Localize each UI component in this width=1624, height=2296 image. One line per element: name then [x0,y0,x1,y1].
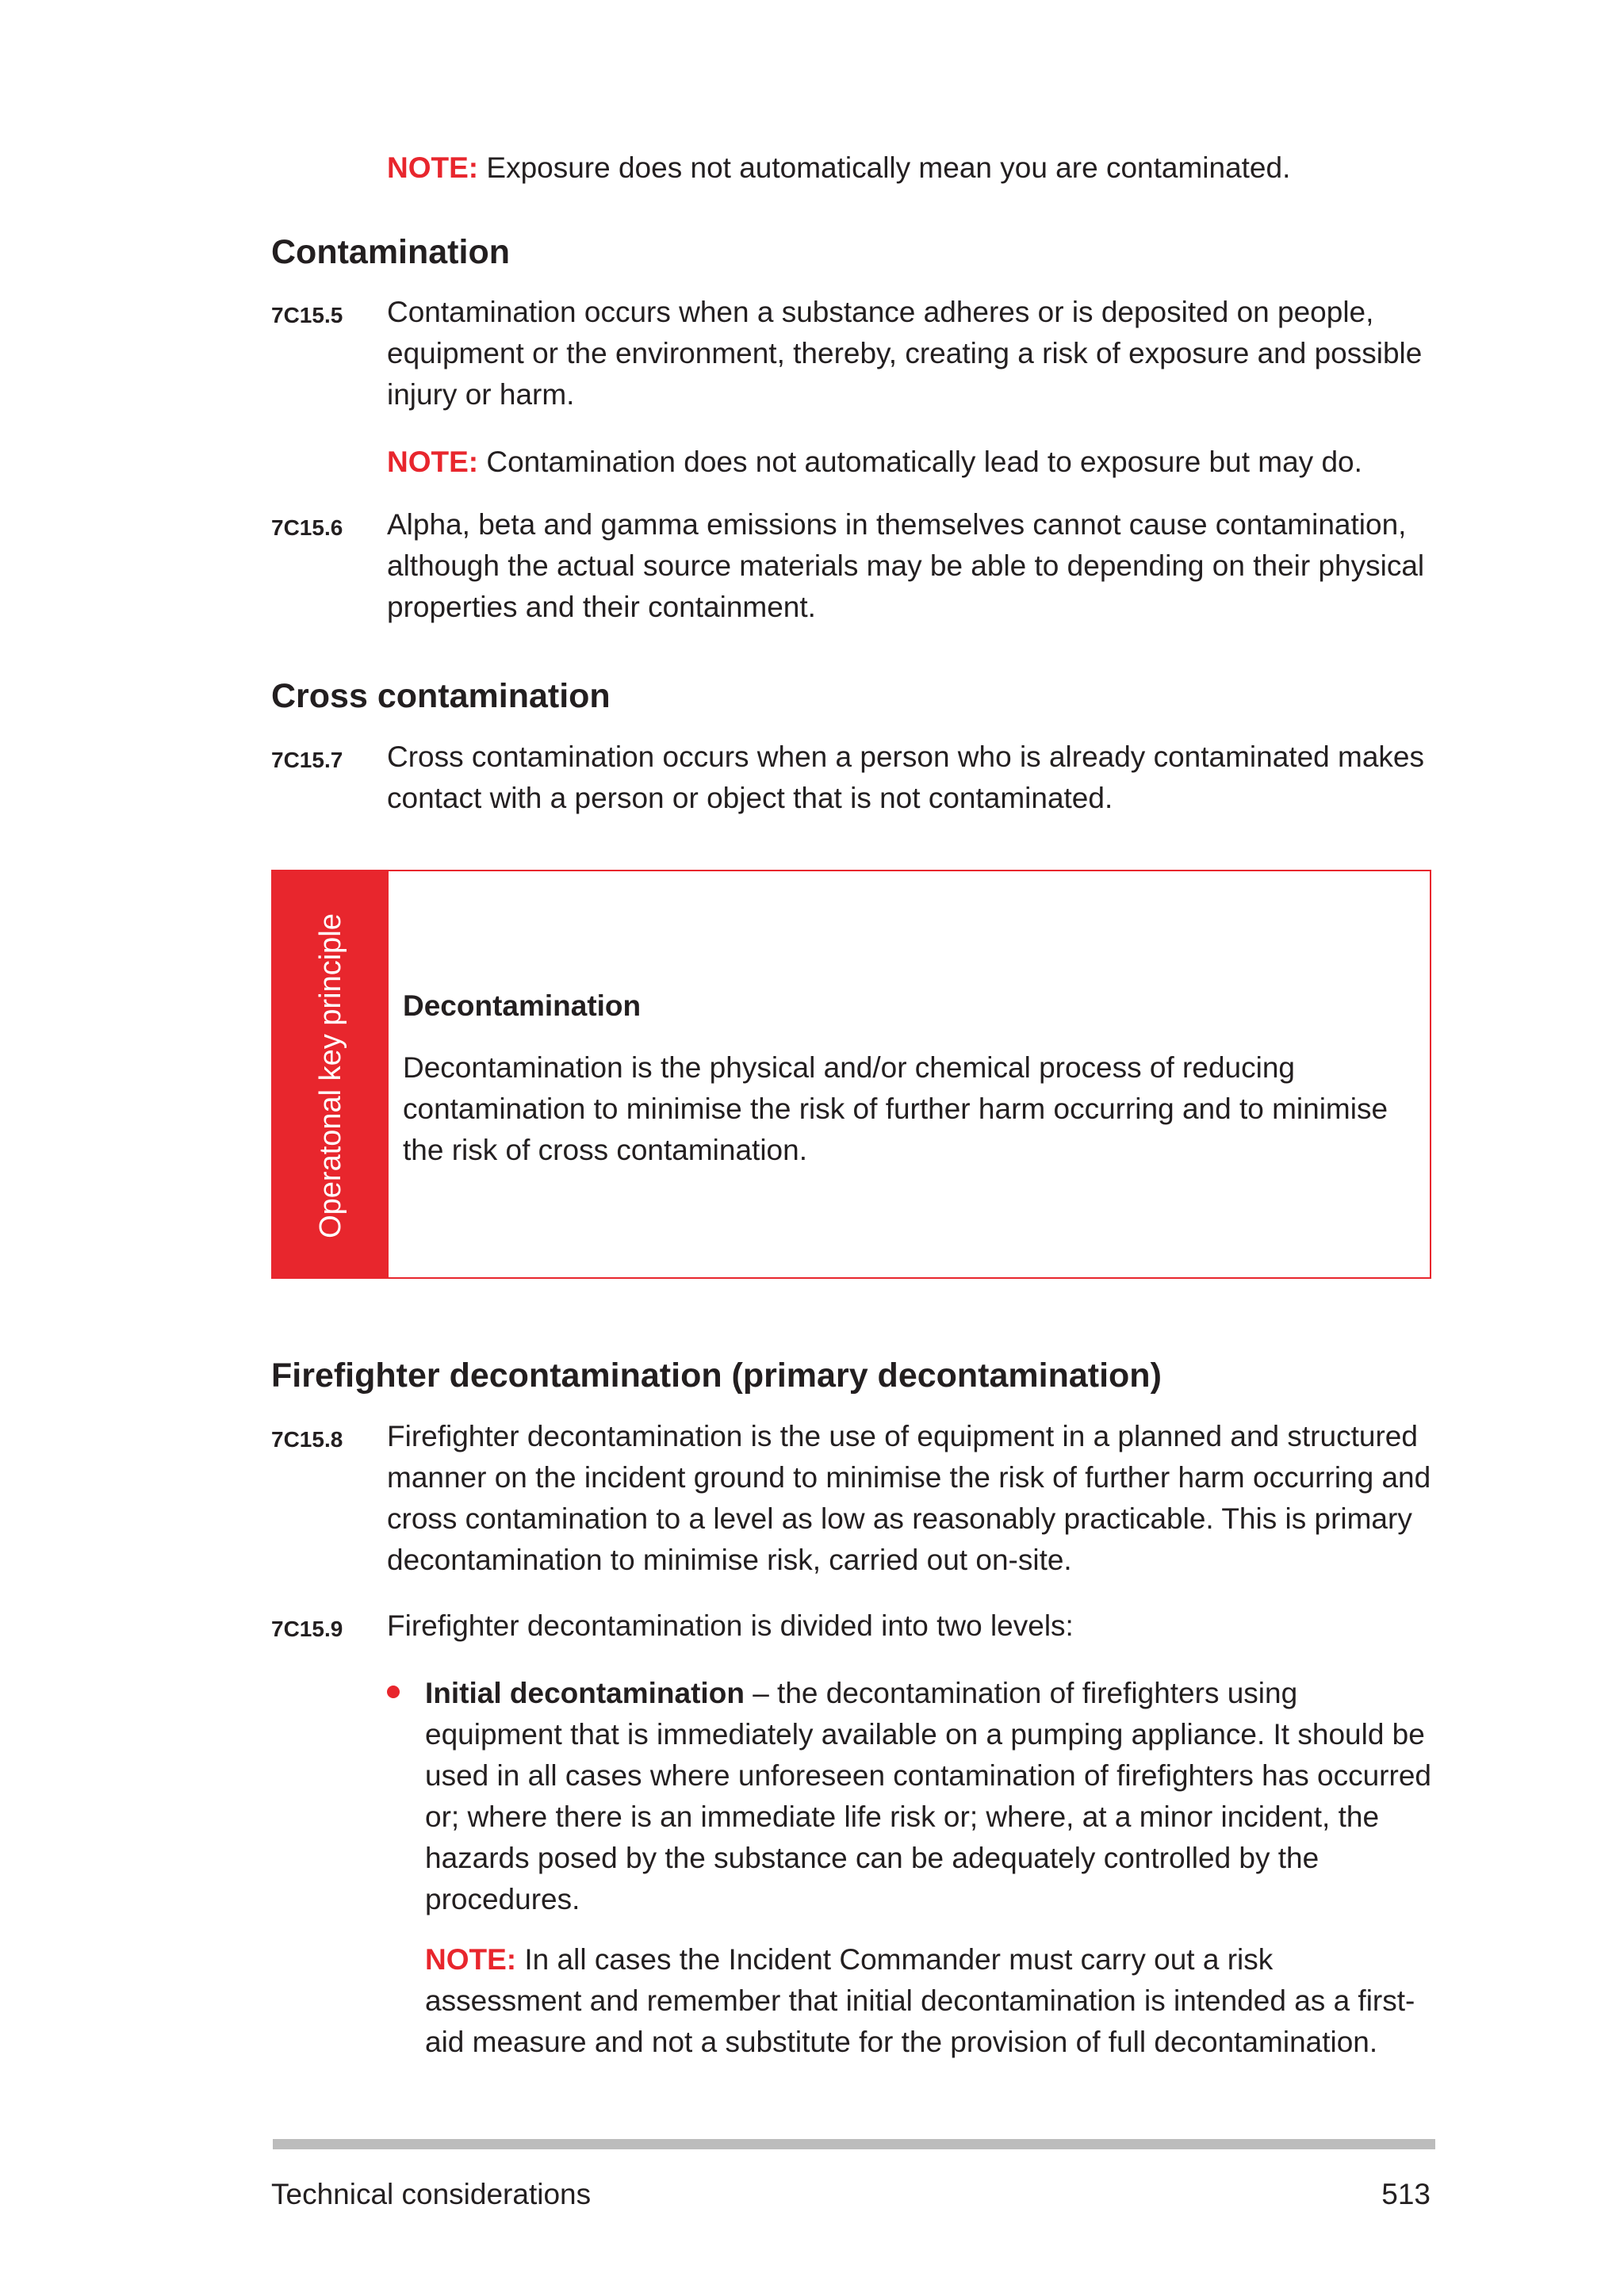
paragraph-text: Alpha, beta and gamma emissions in themselves cannot cause contamination, although the actual source materials may be able to depending on their physical properties and their containment. [387,508,1425,623]
paragraph-text: Firefighter decontamination is divided into two levels: [387,1609,1074,1642]
note-text: Contamination does not automatically lead to exposure but may do. [478,446,1362,478]
note-label: NOTE: [387,446,479,478]
key-principle-body: Decontamination is the physical and/or chemical process of reducing contamination to minimise the risk of further harm occurring and to minimise the risk of cross contamination. [403,1051,1388,1166]
paragraph-7c15-6 [271,504,1434,628]
paragraph-7c15-8 [271,1416,1434,1581]
bullet-note [425,1939,1434,2063]
heading-firefighter-decontamination: Firefighter decontamination (primary decontamination) [271,1357,1162,1395]
paragraph-number: 7C15.7 [271,748,343,772]
note-label: NOTE: [387,151,479,184]
bullet-term: Initial decontamination [425,1677,745,1709]
contamination-note [387,442,1434,483]
paragraph-number: 7C15.5 [271,303,343,327]
bullet-description: – the decontamination of firefighters using equipment that is immediately available on a pumping appliance. It should be used in all cases where unforeseen contamination of firefighters has occurred or; where there is an immediate life risk or; where, at a minor incident, the hazards posed by the substance can be adequately controlled by the procedures. [425,1677,1431,1915]
note-label: NOTE: [425,1943,517,1976]
paragraph-number: 7C15.8 [271,1427,343,1452]
key-principle-box [271,870,1431,1279]
footer-page-number: 513 [1381,2178,1431,2210]
paragraph-7c15-7 [271,737,1434,819]
paragraph-number: 7C15.9 [271,1617,343,1641]
top-note [387,147,1434,189]
paragraph-text: Firefighter decontamination is the use of equipment in a planned and structured manner on the incident ground to minimise the risk of further harm occurring and cross contamination to a level as low as reasonably practicable. This is primary decontamination to minimise risk, carried out on-site. [387,1420,1431,1576]
heading-cross-contamination: Cross contamination [271,677,611,715]
paragraph-7c15-5 [271,292,1434,415]
bullet-text [425,1673,1434,1920]
note-text: In all cases the Incident Commander must carry out a risk assessment and remember that initial decontamination is intended as a first-aid measure and not a substitute for the provision of full decontamination. [425,1943,1415,2058]
paragraph-text: Contamination occurs when a substance adheres or is deposited on people, equipment or the environment, thereby, creating a risk of exposure and possible injury or harm. [387,296,1423,411]
paragraph-text: Cross contamination occurs when a person who is already contaminated makes contact with a person or object that is not contaminated. [387,740,1424,814]
bullet-list-item [387,1673,1434,2058]
note-text: Exposure does not automatically mean you are contaminated. [478,151,1291,184]
bullet-dot-icon [387,1686,400,1698]
key-principle-title: Decontamination [403,989,642,1022]
key-principle-side-bar [273,871,389,1277]
heading-contamination: Contamination [271,233,510,271]
paragraph-7c15-9 [271,1605,1434,1647]
paragraph-number: 7C15.6 [271,515,343,540]
footer-rule [273,2139,1435,2149]
footer-section-title: Technical considerations [271,2178,592,2210]
key-principle-side-label: Operatonal key principle [314,913,347,1238]
